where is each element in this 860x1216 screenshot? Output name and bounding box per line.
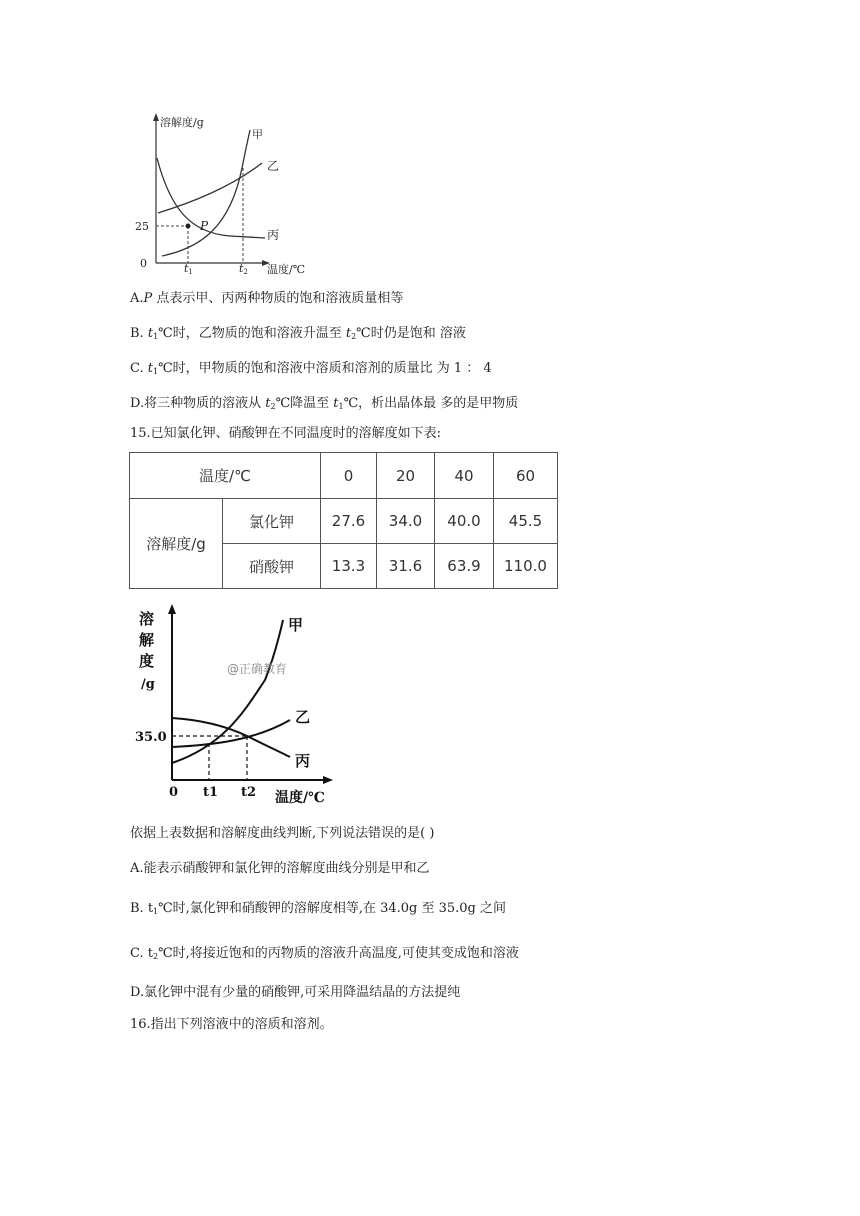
chart1-curve-jia: [162, 130, 250, 256]
chart2-watermark: @正确教育: [227, 662, 288, 676]
table-temp-20: 20: [377, 453, 435, 499]
chart2-y-arrow: [168, 604, 176, 614]
q14-option-a-point: P: [143, 291, 153, 306]
q15-option-c-text: ℃时,将接近饱和的丙物质的溶液升高温度,可使其变成饱和溶液: [158, 946, 519, 961]
table-header-row: [130, 453, 558, 499]
chart2-y-tick-35: 35.0: [135, 730, 167, 745]
q15-question: 依据上表数据和溶解度曲线判断,下列说法错误的是( ): [130, 826, 435, 841]
chart1-curve-yi: [158, 163, 262, 213]
chart1-point-label: P: [200, 219, 209, 233]
chart2-curve-bing: [172, 718, 290, 757]
q14-option-c-t: t: [147, 361, 153, 376]
solubility-chart-2: [135, 600, 345, 810]
q15-option-b-prefix: B. t: [130, 901, 154, 916]
chart2-ylabel-1: 溶: [139, 610, 155, 628]
q15-option-b-text: ℃时,氯化钾和硝酸钾的溶解度相等,在 34.0g 至 35.0g 之间: [158, 901, 507, 916]
q14-option-a-text: 点表示甲、丙两种物质的饱和溶液质量相等: [152, 291, 404, 306]
q14-option-b-t2-sub: 2: [351, 332, 357, 341]
chart1-origin: 0: [140, 257, 147, 270]
chart2-curve-yi: [172, 720, 290, 747]
q14-option-d-text2: ℃降温至: [275, 396, 334, 411]
q14-option-b-t: t: [147, 326, 154, 341]
q15-option-c-prefix: C. t: [130, 946, 153, 961]
q15-option-c-sub: 2: [152, 952, 159, 961]
table-temp-40: 40: [435, 453, 494, 499]
solubility-chart-1: [130, 108, 330, 278]
q14-option-d: [130, 395, 518, 416]
q14-option-a: [130, 290, 403, 308]
chart1-xlabel: 温度/℃: [267, 263, 306, 276]
chart1-point-p: [186, 224, 191, 229]
q15-option-c: [130, 945, 519, 966]
q14-option-b: [130, 325, 466, 346]
chart2-ylabel-3: 度: [139, 652, 155, 670]
q14-option-d-text1: D.将三种物质的溶液从: [130, 396, 266, 411]
chart2-t2-label: t2: [241, 785, 257, 800]
chart1-t2-label: t2: [239, 262, 248, 276]
table-row: [130, 499, 558, 544]
chart1-series-yi: 乙: [267, 159, 280, 173]
chart1-y-arrow: [153, 113, 159, 121]
chart1-series-jia: 甲: [252, 128, 263, 141]
q15-option-a: A.能表示硝酸钾和氯化钾的溶解度曲线分别是甲和乙: [130, 861, 430, 876]
table-cell: 110.0: [494, 544, 558, 589]
q15-option-b-sub: 1: [153, 907, 159, 916]
table-cell: 40.0: [435, 499, 494, 544]
table-cell: 45.5: [494, 499, 558, 544]
q14-option-d-t1-sub: 1: [338, 402, 344, 411]
table-cell: 31.6: [377, 544, 435, 589]
q14-option-b-text1: ℃时，乙物质的饱和溶液升温至: [158, 326, 346, 341]
q14-option-b-t2: t: [345, 326, 352, 341]
table-cell: 27.6: [321, 499, 377, 544]
table-temp-60: 60: [494, 453, 558, 499]
chart1-y-tick-25: 25: [135, 220, 149, 233]
q14-option-c-t-sub: 1: [152, 367, 159, 376]
table-cell: 34.0: [377, 499, 435, 544]
chart2-xlabel: 温度/℃: [275, 790, 325, 806]
q14-option-a-prefix: A.: [130, 291, 144, 306]
q14-option-d-t2: t: [265, 396, 271, 411]
table-row-name-kcl: 氯化钾: [223, 499, 321, 544]
table-header-label: 温度/℃: [130, 453, 321, 499]
q14-option-b-text2: ℃时仍是饱和 溶液: [356, 326, 466, 341]
q14-option-b-prefix: B.: [130, 326, 148, 341]
q15-option-b: [130, 900, 506, 921]
q14-option-d-t2-sub: 2: [270, 402, 276, 411]
chart2-series-yi: 乙: [295, 708, 311, 726]
q14-option-c: [130, 360, 492, 381]
q14-option-c-prefix: C.: [130, 361, 148, 376]
chart2-ylabel-4: /g: [141, 677, 155, 692]
q14-option-d-t1: t: [333, 396, 339, 411]
table-row-name-kno3: 硝酸钾: [223, 544, 321, 589]
chart1-series-bing: 丙: [267, 228, 280, 242]
chart2-origin: 0: [169, 785, 179, 800]
chart2-x-arrow: [323, 776, 333, 784]
chart2-t1-label: t1: [203, 785, 219, 800]
table-cell: 63.9: [435, 544, 494, 589]
q16-stem: 16.指出下列溶液中的溶质和溶剂。: [130, 1017, 333, 1032]
chart2-series-jia: 甲: [288, 616, 304, 634]
table-temp-0: 0: [321, 453, 377, 499]
table-row-group-label: 溶解度/g: [130, 499, 223, 589]
chart1-t1-label: t1: [184, 262, 193, 276]
chart2-series-bing: 丙: [295, 752, 311, 770]
solubility-table: [129, 452, 558, 589]
q14-option-b-t-sub: 1: [153, 332, 159, 341]
q15-option-d: D.氯化钾中混有少量的硝酸钾,可采用降温结晶的方法提纯: [130, 985, 461, 1000]
chart1-ylabel: 溶解度/g: [160, 116, 204, 129]
table-cell: 13.3: [321, 544, 377, 589]
chart2-ylabel-2: 解: [139, 631, 155, 649]
q15-stem: 15.已知氯化钾、硝酸钾在不同温度时的溶解度如下表:: [130, 426, 442, 441]
q14-option-c-text: ℃时，甲物质的饱和溶液中溶质和溶剂的质量比 为 1 ： 4: [158, 361, 492, 376]
q14-option-d-text3: ℃，析出晶体最 多的是甲物质: [343, 396, 519, 411]
